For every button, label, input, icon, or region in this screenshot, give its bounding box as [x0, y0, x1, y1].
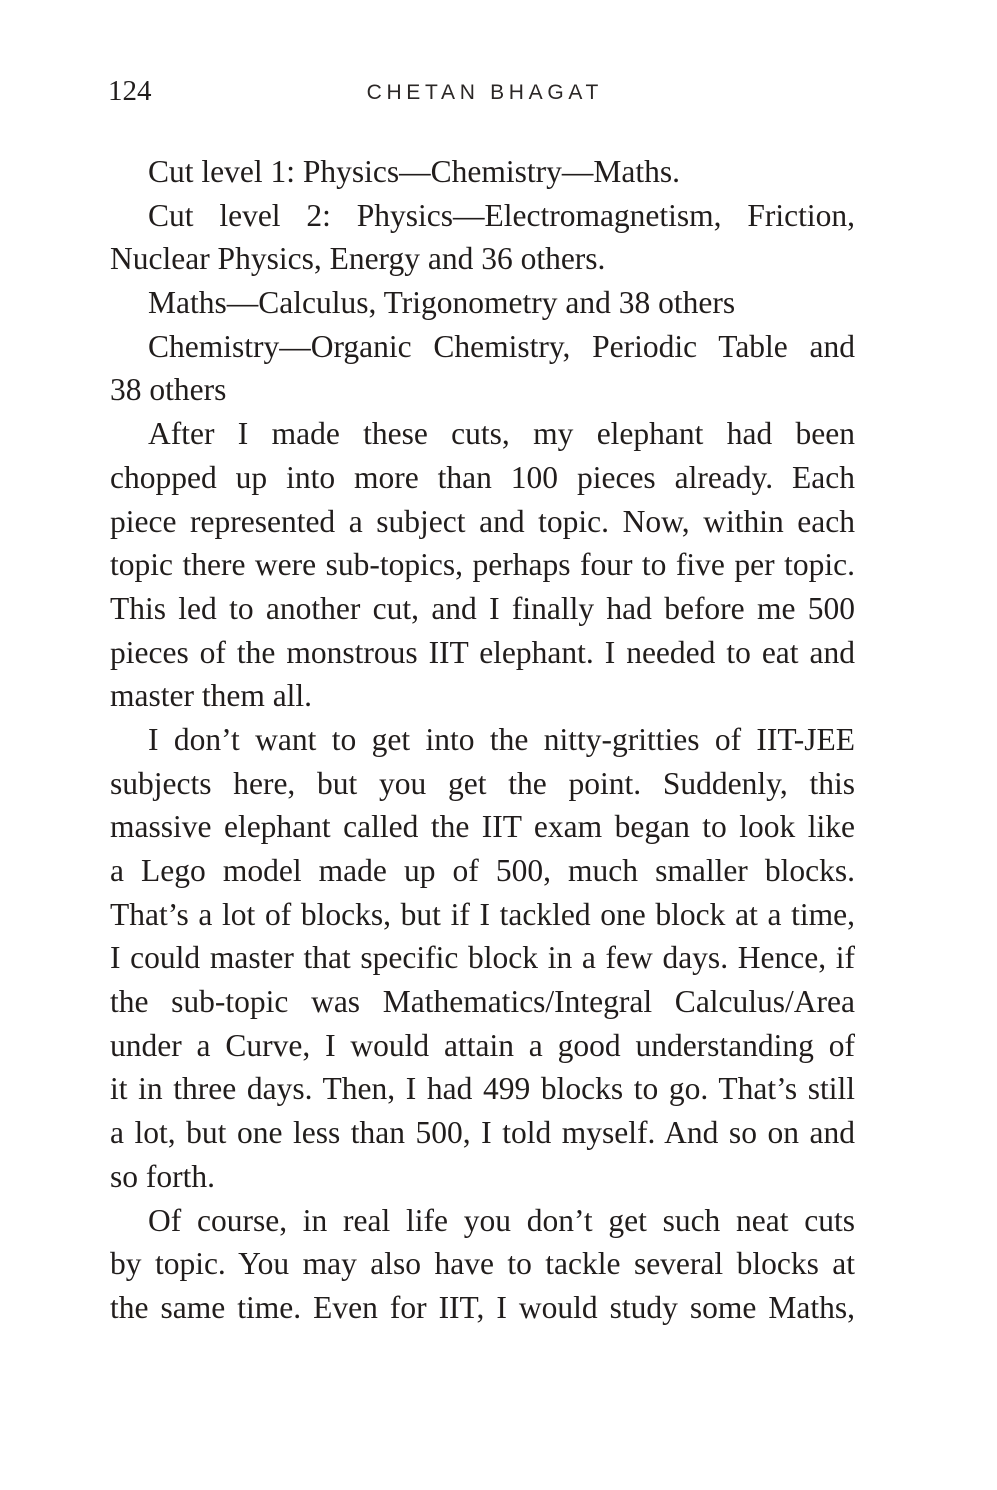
text-line: Of course, in real life you don’t get such neat cuts — [148, 1202, 855, 1238]
paragraph — [110, 281, 855, 325]
paragraph — [110, 1199, 855, 1330]
body-text — [110, 150, 855, 1330]
text-line: Chemistry—Organic Chemistry, Periodic Table and — [148, 328, 855, 364]
text-line: so forth. — [110, 1158, 215, 1194]
paragraph — [110, 150, 855, 194]
text-line: Maths—Calculus, Trigonometry and 38 others — [148, 285, 736, 321]
text-line: Cut level 1: Physics—Chemistry—Maths. — [148, 154, 680, 189]
paragraph — [110, 412, 855, 718]
text-line: 38 others — [110, 372, 227, 408]
text-line: This led to another cut, and I finally had before me 500 — [110, 590, 855, 626]
text-line: After I made these cuts, my elephant had been — [148, 416, 855, 452]
text-line: pieces of the monstrous IIT elephant. I needed to eat and — [110, 634, 855, 670]
text-line: the same time. Even for IIT, I would study some Maths, — [110, 1289, 855, 1325]
paragraph — [110, 194, 855, 281]
text-line: the sub-topic was Mathematics/Integral Calculus/Area — [110, 984, 855, 1020]
paragraph — [110, 325, 855, 412]
text-line: by topic. You may also have to tackle several blocks at — [110, 1246, 855, 1282]
paragraph — [110, 718, 855, 1199]
text-line: Cut level 2: Physics—Electromagnetism, Friction, — [148, 197, 855, 233]
text-line: topic there were sub-topics, perhaps four to five per topic. — [110, 547, 855, 583]
text-line: subjects here, but you get the point. Suddenly, this — [110, 765, 855, 801]
text-line: a Lego model made up of 500, much smaller blocks. — [110, 853, 855, 888]
text-line: master them all. — [110, 678, 313, 714]
text-line: piece represented a subject and topic. Now, within each — [110, 503, 855, 539]
text-line: I could master that specific block in a few days. Hence, if — [110, 940, 855, 976]
page-number: 124 — [108, 75, 152, 107]
text-line: under a Curve, I would attain a good understanding of — [110, 1027, 855, 1063]
running-header: CHETAN BHAGAT — [366, 81, 604, 104]
text-line: a lot, but one less than 500, I told myself. And so on and — [110, 1115, 855, 1151]
text-line: it in three days. Then, I had 499 blocks to go. That’s still — [110, 1071, 855, 1107]
text-line: chopped up into more than 100 pieces already. Each — [110, 459, 855, 495]
text-line: massive elephant called the IIT exam began to look like — [110, 809, 855, 845]
text-line: That’s a lot of blocks, but if I tackled one block at a time, — [110, 896, 855, 932]
text-line: Nuclear Physics, Energy and 36 others. — [110, 241, 606, 277]
text-line: I don’t want to get into the nitty-gritties of IIT-JEE — [148, 721, 855, 757]
